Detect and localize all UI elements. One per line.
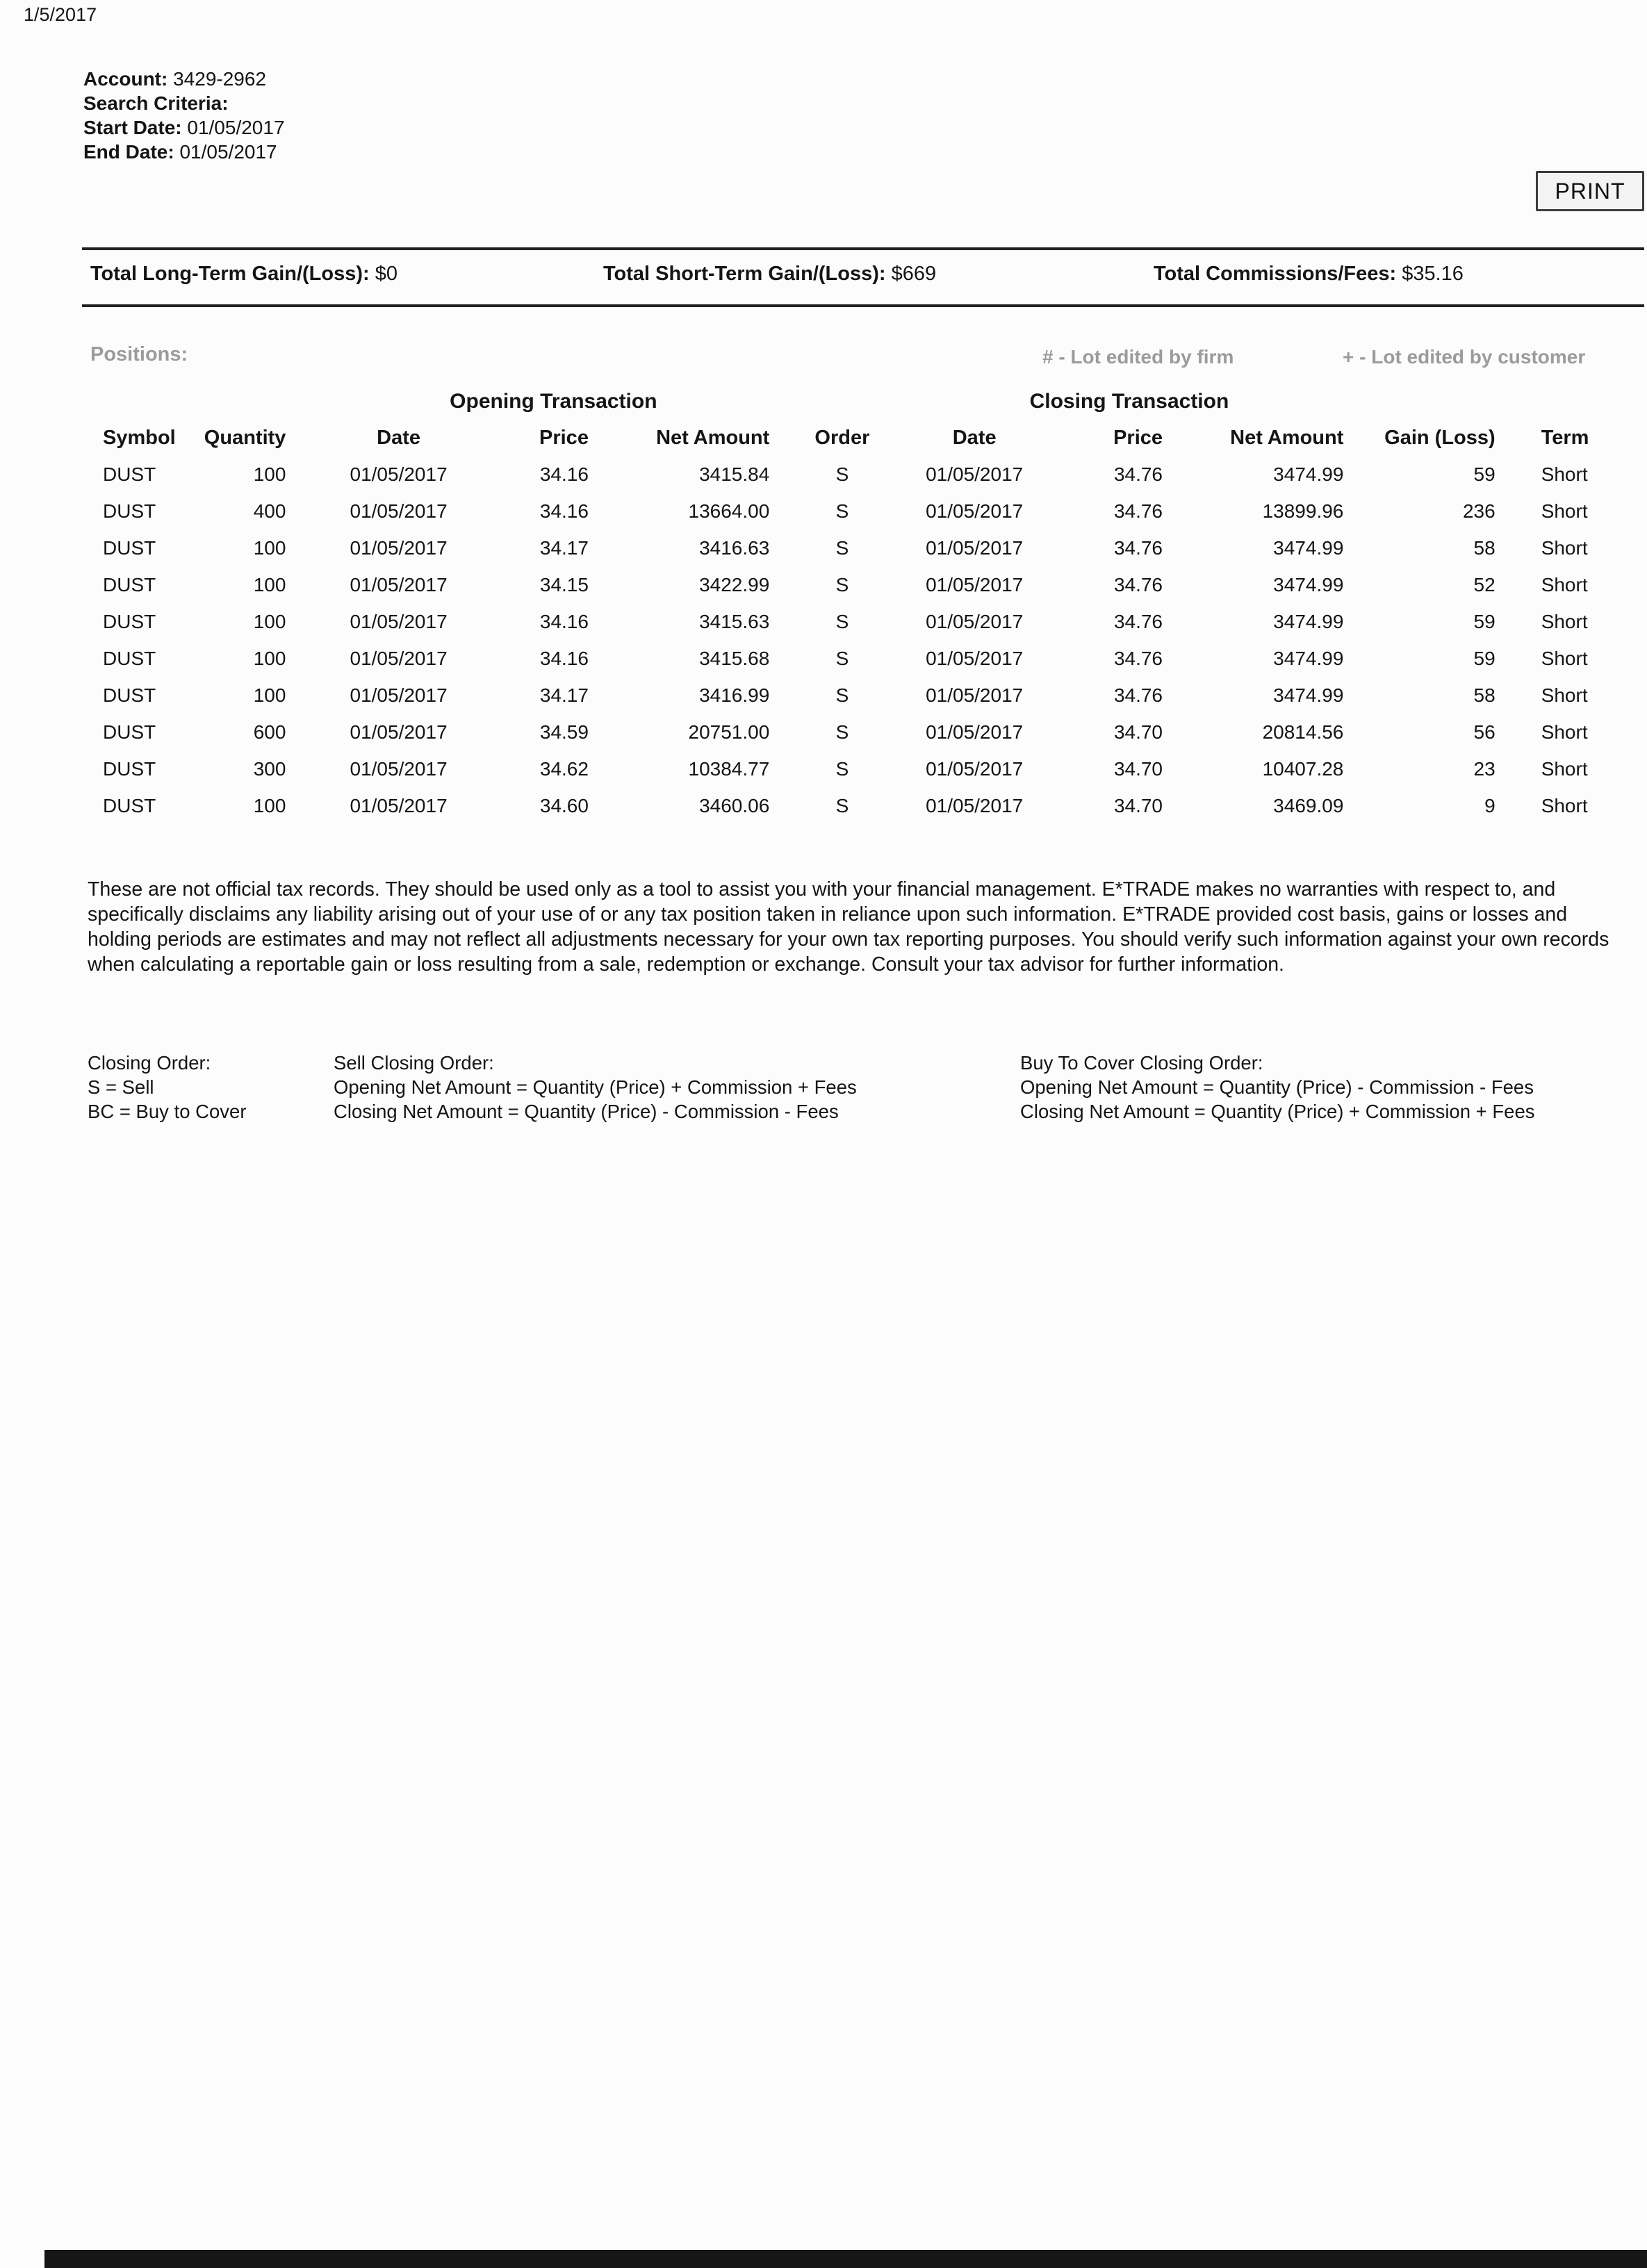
legend-line: BC = Buy to Cover: [88, 1101, 247, 1122]
cell-order: S: [835, 536, 849, 559]
disclaimer-text: These are not official tax records. They should be used only as a tool to assist you with your financial management. E*TRADE makes no warranties with respect to, and specifically disclaims any liability arising out of your use of or any tax position taken in reliance upon such information. E*TRADE provided cost basis, gains or losses and holding periods are estimates and may not reflect all adjustments necessary for your own tax reporting purposes. You should verify such information against your own records when calculating a reportable gain or loss resulting from a sale, redemption or exchange. Consult your tax advisor for further information.: [88, 878, 1609, 976]
cell-term: Short: [1541, 794, 1588, 816]
search-criteria-label: Search Criteria:: [83, 92, 229, 114]
total-long-term-label: Total Long-Term Gain/(Loss):: [90, 263, 370, 285]
opening-transaction-group-header: Opening Transaction: [450, 390, 657, 413]
cell-symbol: DUST: [103, 721, 156, 743]
cell-gain-loss: 23: [1473, 757, 1496, 780]
cell-close-net-amount: 3474.99: [1273, 647, 1344, 669]
cell-quantity: 600: [253, 721, 286, 743]
total-commissions-value: $35.16: [1402, 263, 1464, 285]
account-number-line: [83, 67, 285, 91]
cell-close-net-amount: 3474.99: [1273, 610, 1344, 632]
sell-closing-order-legend: [334, 1051, 857, 1124]
closing-order-legend: [88, 1051, 247, 1124]
total-short-term-label: Total Short-Term Gain/(Loss):: [603, 263, 886, 285]
cell-gain-loss: 9: [1484, 794, 1496, 816]
cell-term: Short: [1541, 684, 1588, 706]
cell-open-price: 34.17: [539, 536, 589, 559]
column-header-date: Date: [377, 426, 420, 449]
scan-edge-artifact: [44, 2250, 1647, 2268]
cell-term: Short: [1541, 573, 1588, 595]
cell-close-price: 34.76: [1113, 647, 1163, 669]
cell-open-price: 34.16: [539, 610, 589, 632]
sell-closing-order-legend-title: Sell Closing Order:: [334, 1052, 494, 1074]
cell-order: S: [835, 500, 849, 522]
cell-open-net-amount: 3416.63: [699, 536, 770, 559]
column-header-order: Order: [814, 426, 870, 449]
end-date-line: [83, 140, 285, 164]
buy-to-cover-closing-order-legend: [1020, 1051, 1535, 1124]
cell-quantity: 300: [253, 757, 286, 780]
total-short-term-gain: [603, 263, 936, 286]
table-row: [82, 603, 1644, 640]
table-row: [82, 456, 1644, 493]
cell-close-price: 34.76: [1113, 536, 1163, 559]
column-header-symbol: Symbol: [103, 426, 176, 449]
cell-close-price: 34.76: [1113, 684, 1163, 706]
positions-section-label: Positions:: [90, 343, 188, 365]
table-row: [82, 566, 1644, 603]
cell-close-price: 34.76: [1113, 573, 1163, 595]
cell-quantity: 400: [253, 500, 286, 522]
cell-order: S: [835, 721, 849, 743]
table-row: [82, 714, 1644, 750]
cell-open-date: 01/05/2017: [350, 721, 448, 743]
cell-open-net-amount: 13664.00: [688, 500, 770, 522]
cell-open-date: 01/05/2017: [350, 536, 448, 559]
positions-table-body: [82, 456, 1644, 824]
totals-bottom-divider: [82, 304, 1644, 307]
cell-symbol: DUST: [103, 647, 156, 669]
cell-quantity: 100: [253, 536, 286, 559]
cell-close-price: 34.76: [1113, 463, 1163, 485]
cell-open-net-amount: 3415.84: [699, 463, 770, 485]
cell-symbol: DUST: [103, 684, 156, 706]
cell-close-date: 01/05/2017: [926, 536, 1024, 559]
column-header-price: Price: [1113, 426, 1163, 449]
group-header-spacer: [82, 384, 315, 420]
cell-gain-loss: 59: [1473, 610, 1496, 632]
closing-transaction-group-header: Closing Transaction: [1029, 390, 1229, 413]
cell-gain-loss: 58: [1473, 536, 1496, 559]
cell-open-net-amount: 10384.77: [688, 757, 770, 780]
cell-open-date: 01/05/2017: [350, 463, 448, 485]
cell-gain-loss: 59: [1473, 463, 1496, 485]
cell-close-net-amount: 3474.99: [1273, 573, 1344, 595]
column-header-date: Date: [952, 426, 997, 449]
cell-open-date: 01/05/2017: [350, 757, 448, 780]
cell-close-price: 34.76: [1113, 610, 1163, 632]
table-row: [82, 529, 1644, 566]
column-header-price: Price: [539, 426, 589, 449]
cell-close-net-amount: 13899.96: [1262, 500, 1344, 522]
cell-order: S: [835, 647, 849, 669]
cell-quantity: 100: [253, 573, 286, 595]
cell-gain-loss: 52: [1473, 573, 1496, 595]
total-commissions-fees: [1154, 263, 1464, 286]
cell-close-date: 01/05/2017: [926, 757, 1024, 780]
legend-line: Opening Net Amount = Quantity (Price) + Commission + Fees: [334, 1076, 857, 1098]
table-row: [82, 493, 1644, 529]
start-date-line: [83, 115, 285, 140]
table-row: [82, 750, 1644, 787]
cell-symbol: DUST: [103, 573, 156, 595]
cell-symbol: DUST: [103, 500, 156, 522]
cell-close-net-amount: 20814.56: [1262, 721, 1344, 743]
cell-open-net-amount: 3416.99: [699, 684, 770, 706]
cell-quantity: 100: [253, 463, 286, 485]
account-value: 3429-2962: [173, 68, 267, 90]
cell-close-date: 01/05/2017: [926, 721, 1024, 743]
cell-gain-loss: 59: [1473, 647, 1496, 669]
cell-close-net-amount: 3469.09: [1273, 794, 1344, 816]
cell-open-net-amount: 3415.68: [699, 647, 770, 669]
cell-close-price: 34.76: [1113, 500, 1163, 522]
start-date-label: Start Date:: [83, 117, 182, 138]
cell-term: Short: [1541, 721, 1588, 743]
total-commissions-label: Total Commissions/Fees:: [1154, 263, 1397, 285]
table-row: [82, 677, 1644, 714]
cell-open-date: 01/05/2017: [350, 610, 448, 632]
legend-line: Opening Net Amount = Quantity (Price) - Commission - Fees: [1020, 1076, 1534, 1098]
positions-table: [82, 384, 1644, 824]
buy-to-cover-closing-order-legend-lines: [1020, 1075, 1535, 1124]
cell-order: S: [835, 684, 849, 706]
group-header-spacer: [1366, 384, 1644, 420]
cell-quantity: 100: [253, 647, 286, 669]
cell-symbol: DUST: [103, 463, 156, 485]
cell-order: S: [835, 757, 849, 780]
cell-symbol: DUST: [103, 757, 156, 780]
cell-open-price: 34.16: [539, 463, 589, 485]
cell-open-net-amount: 3422.99: [699, 573, 770, 595]
cell-open-price: 34.16: [539, 647, 589, 669]
column-header-quantity: Quantity: [204, 426, 286, 449]
cell-term: Short: [1541, 610, 1588, 632]
cell-close-net-amount: 3474.99: [1273, 463, 1344, 485]
cell-order: S: [835, 463, 849, 485]
start-date-value: 01/05/2017: [187, 117, 285, 138]
lot-edited-by-customer-legend: + - Lot edited by customer: [1343, 346, 1586, 368]
cell-symbol: DUST: [103, 610, 156, 632]
group-header-spacer: [792, 384, 892, 420]
column-header-net-amount: Net Amount: [656, 426, 770, 449]
sell-closing-order-legend-lines: [334, 1075, 857, 1124]
account-label: Account:: [83, 68, 168, 90]
cell-term: Short: [1541, 463, 1588, 485]
cell-quantity: 100: [253, 684, 286, 706]
cell-term: Short: [1541, 500, 1588, 522]
cell-open-price: 34.15: [539, 573, 589, 595]
end-date-label: End Date:: [83, 141, 174, 163]
total-long-term-value: $0: [375, 263, 398, 285]
cell-order: S: [835, 573, 849, 595]
totals-top-divider: [82, 247, 1644, 250]
table-column-header-row: [82, 420, 1644, 456]
column-header-net-amount: Net Amount: [1230, 426, 1344, 449]
cell-close-net-amount: 3474.99: [1273, 684, 1344, 706]
cell-open-date: 01/05/2017: [350, 500, 448, 522]
print-button[interactable]: PRINT: [1536, 171, 1644, 211]
cell-quantity: 100: [253, 610, 286, 632]
cell-open-date: 01/05/2017: [350, 647, 448, 669]
cell-close-date: 01/05/2017: [926, 794, 1024, 816]
cell-term: Short: [1541, 757, 1588, 780]
cell-close-date: 01/05/2017: [926, 500, 1024, 522]
cell-open-date: 01/05/2017: [350, 794, 448, 816]
cell-open-net-amount: 3460.06: [699, 794, 770, 816]
cell-order: S: [835, 610, 849, 632]
table-group-header-row: [82, 384, 1644, 420]
cell-open-date: 01/05/2017: [350, 573, 448, 595]
cell-gain-loss: 236: [1462, 500, 1496, 522]
cell-open-net-amount: 3415.63: [699, 610, 770, 632]
cell-term: Short: [1541, 647, 1588, 669]
cell-close-price: 34.70: [1113, 757, 1163, 780]
table-row: [82, 640, 1644, 677]
column-header-gain-loss: Gain (Loss): [1384, 426, 1496, 449]
cell-symbol: DUST: [103, 536, 156, 559]
table-row: [82, 787, 1644, 824]
legend-line: Closing Net Amount = Quantity (Price) + Commission + Fees: [1020, 1101, 1535, 1122]
cell-open-price: 34.60: [539, 794, 589, 816]
cell-open-price: 34.59: [539, 721, 589, 743]
search-criteria-line: [83, 91, 285, 115]
cell-close-date: 01/05/2017: [926, 684, 1024, 706]
cell-close-date: 01/05/2017: [926, 573, 1024, 595]
cell-gain-loss: 56: [1473, 721, 1496, 743]
lot-edited-by-firm-legend: # - Lot edited by firm: [1042, 346, 1234, 368]
legend-line: S = Sell: [88, 1076, 154, 1098]
end-date-value: 01/05/2017: [179, 141, 277, 163]
cell-symbol: DUST: [103, 794, 156, 816]
print-date: 1/5/2017: [24, 4, 97, 25]
cell-open-price: 34.17: [539, 684, 589, 706]
closing-order-legend-lines: [88, 1075, 247, 1124]
cell-open-price: 34.16: [539, 500, 589, 522]
cell-close-date: 01/05/2017: [926, 610, 1024, 632]
cell-term: Short: [1541, 536, 1588, 559]
cell-close-net-amount: 10407.28: [1262, 757, 1344, 780]
cell-close-price: 34.70: [1113, 794, 1163, 816]
cell-open-net-amount: 20751.00: [688, 721, 770, 743]
total-short-term-value: $669: [891, 263, 937, 285]
cell-close-net-amount: 3474.99: [1273, 536, 1344, 559]
cell-open-price: 34.62: [539, 757, 589, 780]
closing-order-legend-title: Closing Order:: [88, 1052, 211, 1074]
cell-quantity: 100: [253, 794, 286, 816]
column-header-term: Term: [1541, 426, 1589, 449]
cell-close-date: 01/05/2017: [926, 647, 1024, 669]
cell-close-price: 34.70: [1113, 721, 1163, 743]
account-info-block: [83, 67, 285, 164]
buy-to-cover-closing-order-legend-title: Buy To Cover Closing Order:: [1020, 1052, 1263, 1074]
legend-line: Closing Net Amount = Quantity (Price) - Commission - Fees: [334, 1101, 839, 1122]
total-long-term-gain: [90, 263, 398, 286]
cell-order: S: [835, 794, 849, 816]
cell-gain-loss: 58: [1473, 684, 1496, 706]
cell-close-date: 01/05/2017: [926, 463, 1024, 485]
cell-open-date: 01/05/2017: [350, 684, 448, 706]
